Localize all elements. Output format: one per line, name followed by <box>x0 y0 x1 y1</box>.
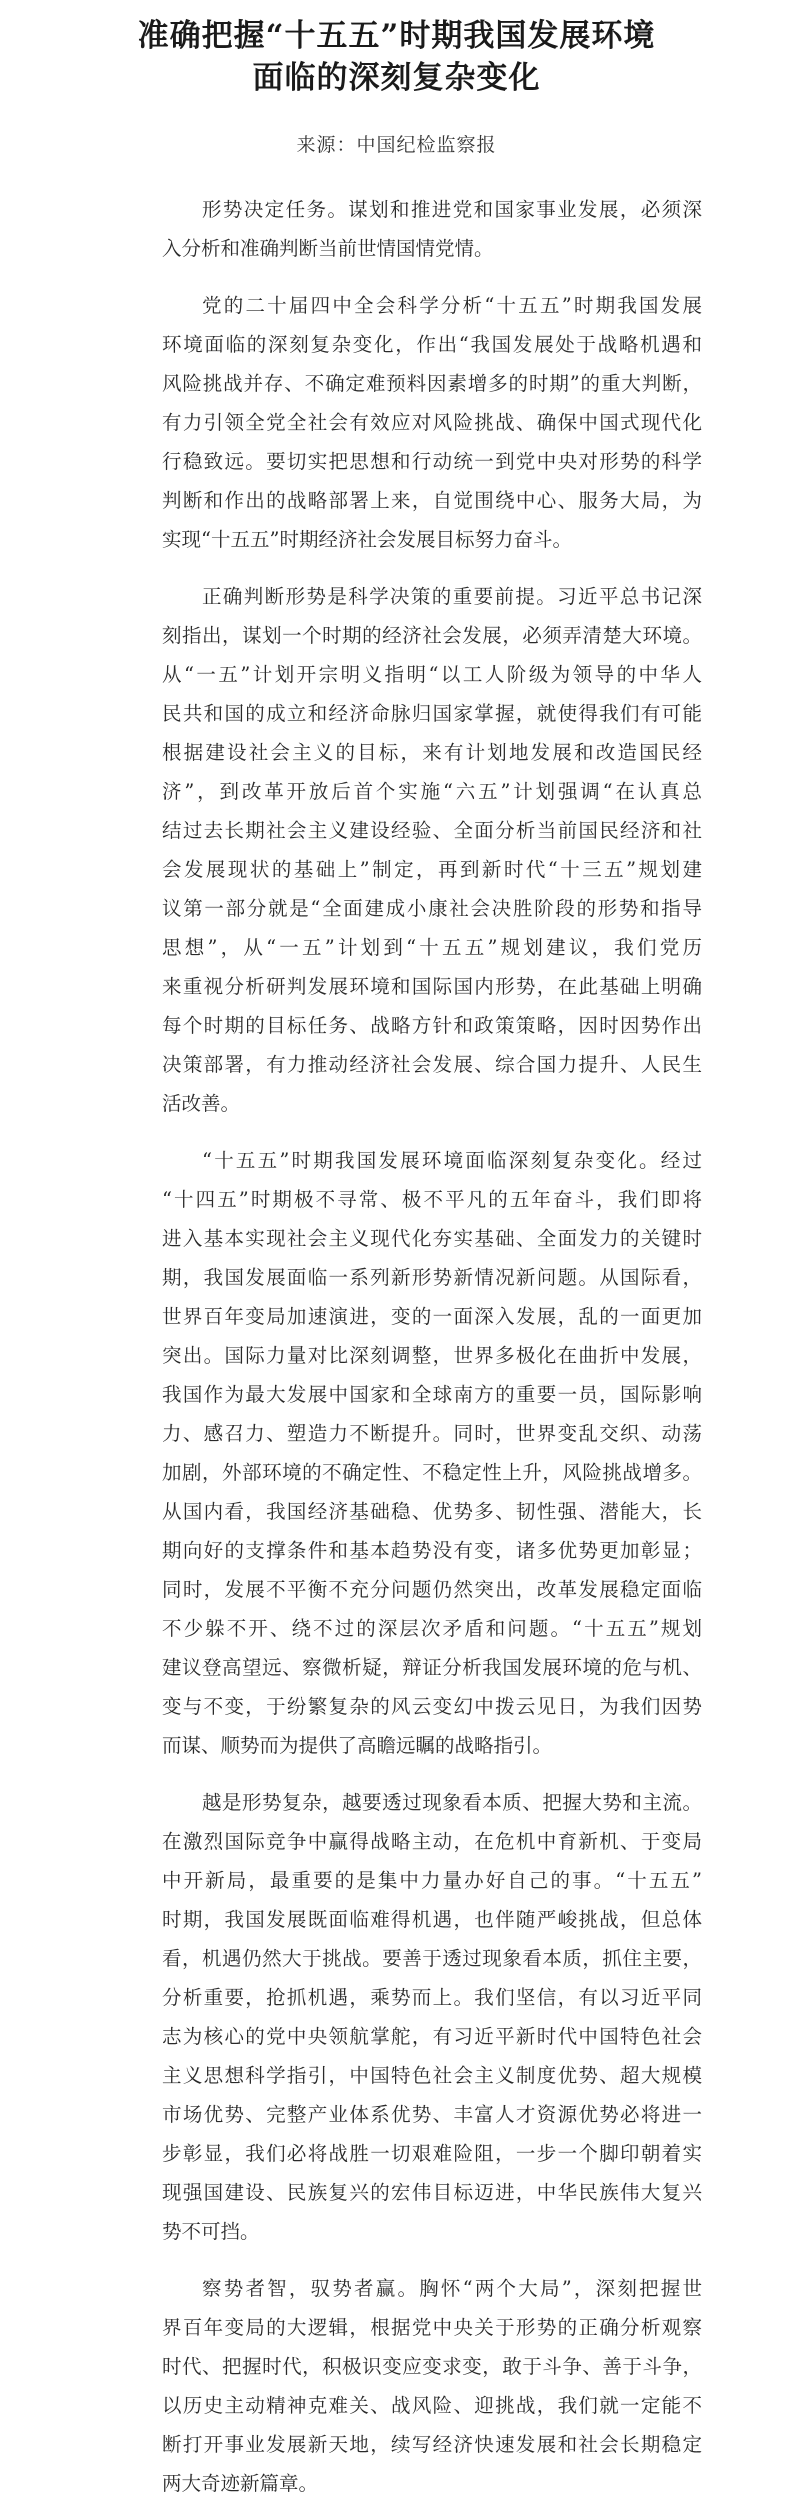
paragraph-line: 入分析和准确判断当前世情国情党情。 <box>162 237 494 260</box>
paragraph <box>162 286 702 559</box>
paragraph-line: 正确判断形势是科学决策的重要前提。习近平总书记深 <box>202 585 702 608</box>
paragraph-line: 思想”，从“一五”计划到“十五五”规划建议，我们党历 <box>162 936 702 959</box>
paragraph-line: 我国作为最大发展中国家和全球南方的重要一员，国际影响 <box>162 1383 702 1406</box>
paragraph-line: 现强国建设、民族复兴的宏伟目标迈进，中华民族伟大复兴 <box>162 2181 702 2204</box>
paragraph-line: “十五五”时期我国发展环境面临深刻复杂变化。经过 <box>202 1149 702 1172</box>
paragraph-line: 实现“十五五”时期经济社会发展目标努力奋斗。 <box>162 528 572 551</box>
paragraph-line: 期向好的支撑条件和基本趋势没有变，诸多优势更加彰显； <box>162 1539 702 1562</box>
paragraph-line: 不少躲不开、绕不过的深层次矛盾和问题。“十五五”规划 <box>162 1617 702 1640</box>
paragraph-line: 分析重要，抢抓机遇，乘势而上。我们坚信，有以习近平同 <box>162 1986 702 2009</box>
paragraph-line: 有力引领全党全社会有效应对风险挑战、确保中国式现代化 <box>162 411 702 434</box>
paragraph-line: 时代、把握时代，积极识变应变求变，敢于斗争、善于斗争， <box>162 2355 702 2378</box>
article-body <box>162 190 702 2503</box>
paragraph-line: 来重视分析研判发展环境和国际国内形势，在此基础上明确 <box>162 975 702 998</box>
paragraph-line: 越是形势复杂，越要透过现象看本质、把握大势和主流。 <box>202 1791 702 1814</box>
paragraph <box>162 2269 702 2503</box>
paragraph-line: 主义思想科学指引，中国特色社会主义制度优势、超大规模 <box>162 2064 702 2087</box>
paragraph-line: 活改善。 <box>162 1092 241 1115</box>
paragraph-line: 每个时期的目标任务、战略方针和政策策略，因时因势作出 <box>162 1014 702 1037</box>
paragraph-line: 从国内看，我国经济基础稳、优势多、韧性强、潜能大，长 <box>162 1500 702 1523</box>
paragraph-line: 势不可挡。 <box>162 2220 260 2243</box>
paragraph-line: 党的二十届四中全会科学分析“十五五”时期我国发展 <box>202 294 702 317</box>
paragraph-line: 进入基本实现社会主义现代化夯实基础、全面发力的关键时 <box>162 1227 702 1250</box>
paragraph-line: 同时，发展不平衡不充分问题仍然突出，改革发展稳定面临 <box>162 1578 702 1601</box>
paragraph-line: 突出。国际力量对比深刻调整，世界多极化在曲折中发展， <box>162 1344 702 1367</box>
paragraph-line: 议第一部分就是“全面建成小康社会决胜阶段的形势和指导 <box>162 897 702 920</box>
paragraph-line: 两大奇迹新篇章。 <box>162 2472 319 2495</box>
paragraph-line: 界百年变局的大逻辑，根据党中央关于形势的正确分析观察 <box>162 2316 702 2339</box>
paragraph-line: 风险挑战并存、不确定难预料因素增多的时期”的重大判断， <box>162 372 702 395</box>
article-title-line-1: 准确把握“十五五”时期我国发展环境 <box>137 18 656 54</box>
paragraph-line: 步彰显，我们必将战胜一切艰难险阻，一步一个脚印朝着实 <box>162 2142 702 2165</box>
paragraph-line: 变与不变，于纷繁复杂的风云变幻中拨云见日，为我们因势 <box>162 1695 702 1718</box>
paragraph-line: 根据建设社会主义的目标，来有计划地发展和改造国民经 <box>162 741 702 764</box>
paragraph-line: 志为核心的党中央领航掌舵，有习近平新时代中国特色社会 <box>162 2025 702 2048</box>
paragraph-line: 察势者智，驭势者赢。胸怀“两个大局”，深刻把握世 <box>202 2277 702 2300</box>
paragraph-line: 从“一五”计划开宗明义指明“以工人阶级为领导的中华人 <box>162 663 702 686</box>
paragraph-line: 济”，到改革开放后首个实施“六五”计划强调“在认真总 <box>162 780 702 803</box>
paragraph <box>162 190 702 268</box>
paragraph-line: 中开新局，最重要的是集中力量办好自己的事。“十五五” <box>162 1869 702 1892</box>
paragraph-line: 刻指出，谋划一个时期的经济社会发展，必须弄清楚大环境。 <box>162 624 702 647</box>
paragraph-gap <box>162 1123 702 1141</box>
article-source: 来源：中国纪检监察报 <box>296 134 497 156</box>
paragraph-line: 结过去长期社会主义建设经验、全面分析当前国民经济和社 <box>162 819 702 842</box>
paragraph-line: 会发展现状的基础上”制定，再到新时代“十三五”规划建 <box>162 858 702 881</box>
paragraph-line: 行稳致远。要切实把思想和行动统一到党中央对形势的科学 <box>162 450 702 473</box>
paragraph-line: 时期，我国发展既面临难得机遇，也伴随严峻挑战，但总体 <box>162 1908 702 1931</box>
paragraph-line: 力、感召力、塑造力不断提升。同时，世界变乱交织、动荡 <box>162 1422 702 1445</box>
paragraph-gap <box>162 268 702 286</box>
paragraph-line: 而谋、顺势而为提供了高瞻远瞩的战略指引。 <box>162 1734 553 1757</box>
article-title-line-2: 面临的深刻复杂变化 <box>252 60 541 96</box>
paragraph-line: 以历史主动精神克难关、战风险、迎挑战，我们就一定能不 <box>162 2394 702 2417</box>
paragraph-line: 断打开事业发展新天地，续写经济快速发展和社会长期稳定 <box>162 2433 702 2456</box>
paragraph-line: 决策部署，有力推动经济社会发展、综合国力提升、人民生 <box>162 1053 702 1076</box>
paragraph-line: 判断和作出的战略部署上来，自觉围绕中心、服务大局，为 <box>162 489 702 512</box>
paragraph-line: “十四五”时期极不寻常、极不平凡的五年奋斗，我们即将 <box>162 1188 702 1211</box>
paragraph-line: 民共和国的成立和经济命脉归国家掌握，就使得我们有可能 <box>162 702 702 725</box>
paragraph-line: 建议登高望远、察微析疑，辩证分析我国发展环境的危与机、 <box>162 1656 702 1679</box>
paragraph <box>162 577 702 1123</box>
paragraph-gap <box>162 1765 702 1783</box>
paragraph <box>162 1141 702 1765</box>
paragraph <box>162 1783 702 2251</box>
paragraph-line: 环境面临的深刻复杂变化，作出“我国发展处于战略机遇和 <box>162 333 702 356</box>
paragraph-line: 加剧，外部环境的不确定性、不稳定性上升，风险挑战增多。 <box>162 1461 702 1484</box>
paragraph-gap <box>162 559 702 577</box>
paragraph-gap <box>162 2251 702 2269</box>
paragraph-line: 期，我国发展面临一系列新形势新情况新问题。从国际看， <box>162 1266 702 1289</box>
paragraph-line: 在激烈国际竞争中赢得战略主动，在危机中育新机、于变局 <box>162 1830 702 1853</box>
paragraph-line: 世界百年变局加速演进，变的一面深入发展，乱的一面更加 <box>162 1305 702 1328</box>
paragraph-line: 市场优势、完整产业体系优势、丰富人才资源优势必将进一 <box>162 2103 702 2126</box>
paragraph-line: 形势决定任务。谋划和推进党和国家事业发展，必须深 <box>202 198 702 221</box>
paragraph-line: 看，机遇仍然大于挑战。要善于透过现象看本质，抓住主要， <box>162 1947 702 1970</box>
